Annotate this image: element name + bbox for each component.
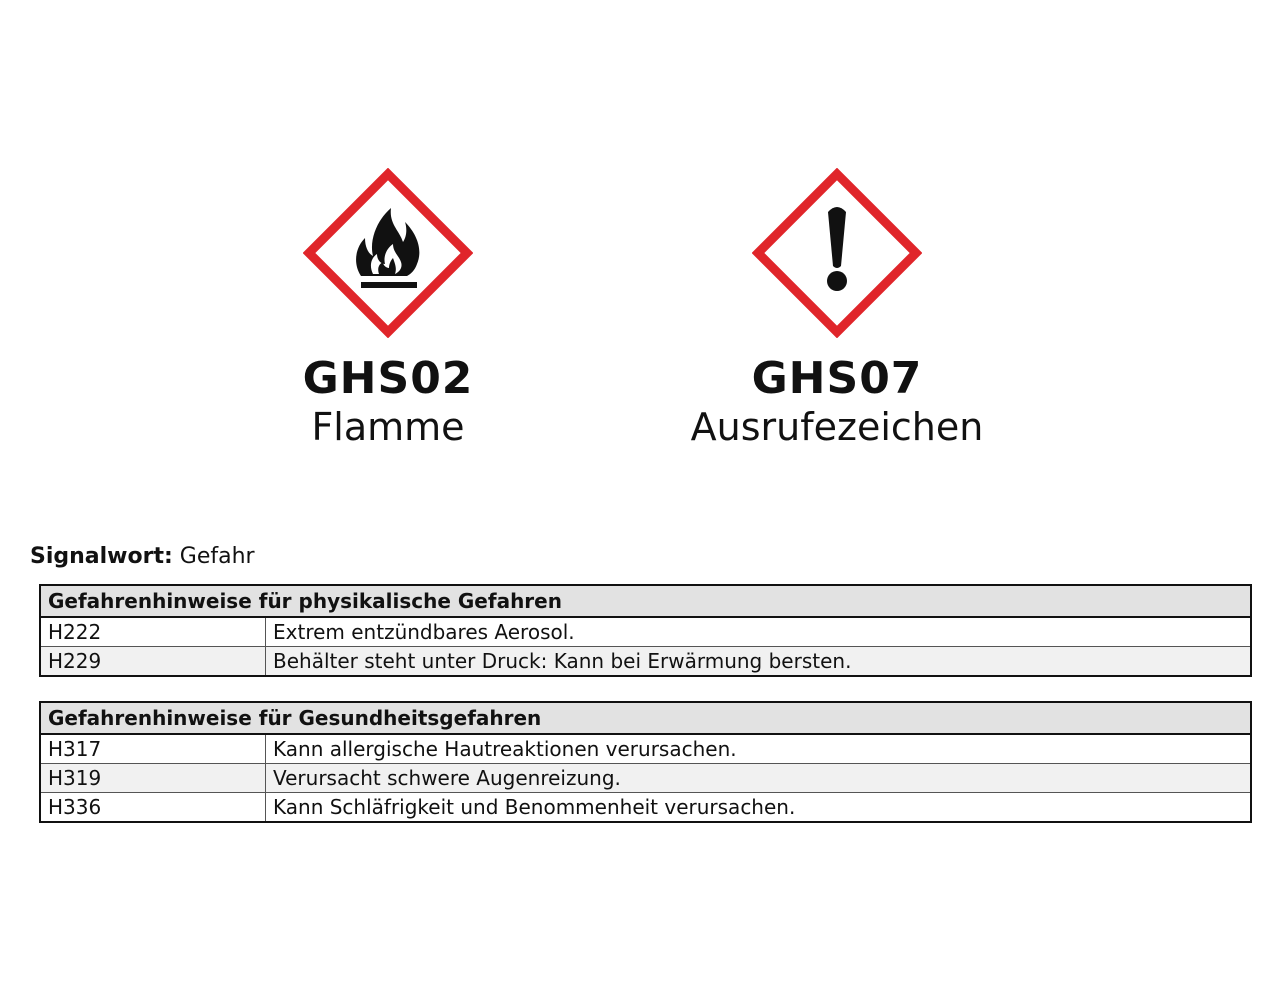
pictogram-code: GHS02: [302, 353, 474, 404]
ghs02-pictogram: [128, 168, 648, 450]
hazard-code: H336: [40, 793, 266, 823]
flame-icon: [303, 168, 473, 338]
pictogram-name: Flamme: [311, 405, 465, 449]
health-hazards-table: [39, 701, 1252, 823]
table-row: [40, 734, 1251, 764]
table-header: Gefahrenhinweise für Gesundheitsgefahren: [40, 702, 1251, 734]
hazard-code: H222: [40, 617, 266, 647]
physical-hazards-table: [39, 584, 1252, 677]
hazard-code: H317: [40, 734, 266, 764]
table-row: [40, 647, 1251, 677]
hazard-text: Kann allergische Hautreaktionen verursachen.: [266, 734, 1252, 764]
hazard-text: Extrem entzündbares Aerosol.: [266, 617, 1252, 647]
ghs07-pictogram: [577, 168, 1097, 450]
table-row: [40, 764, 1251, 793]
hazard-code: H319: [40, 764, 266, 793]
signal-word-label: Signalwort:: [30, 544, 173, 569]
table-row: [40, 793, 1251, 823]
table-row: [40, 617, 1251, 647]
pictogram-code: GHS07: [751, 353, 923, 404]
hazard-text: Kann Schläfrigkeit und Benommenheit verursachen.: [273, 795, 796, 819]
pictogram-name: Ausrufezeichen: [690, 405, 984, 449]
hazard-text: Behälter steht unter Druck: Kann bei Erwärmung bersten.: [266, 647, 1252, 677]
hazard-text: Verursacht schwere Augenreizung.: [266, 764, 1252, 793]
signal-word-value: Gefahr: [179, 544, 255, 569]
hazard-code: H229: [40, 647, 266, 677]
table-header: Gefahrenhinweise für physikalische Gefahren: [40, 585, 1251, 617]
exclamation-icon: [752, 168, 922, 338]
signal-word: [30, 543, 255, 571]
